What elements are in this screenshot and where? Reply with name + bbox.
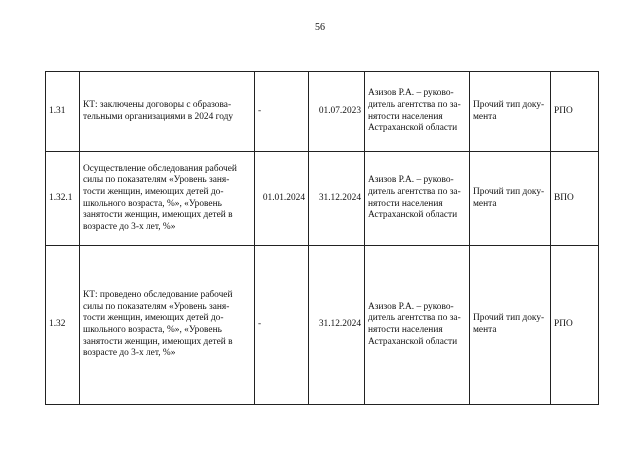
responsible-line: нятости населения xyxy=(368,325,443,335)
row-description xyxy=(80,72,255,152)
text-line: тости женщин, имеющих детей до- xyxy=(83,186,224,197)
text-line: силы по показателям «Уровень заня- xyxy=(83,175,230,186)
text-line: КТ: проведено обследование рабочей xyxy=(83,290,233,301)
table-row xyxy=(46,72,599,152)
doc-type-line: мента xyxy=(473,198,497,209)
text-line: тости женщин, имеющих детей до- xyxy=(83,313,224,324)
start-date xyxy=(255,72,309,152)
text-line: школьного возраста, %», «Уровень xyxy=(83,325,222,335)
responsible xyxy=(365,152,470,246)
control-level: ВПО xyxy=(551,152,599,246)
responsible-line: дитель агентства по за- xyxy=(368,99,461,110)
start-date xyxy=(255,152,309,246)
responsible-line: Астраханской области xyxy=(368,336,458,347)
start-date xyxy=(255,246,309,405)
end-date: 01.07.2023 xyxy=(309,72,365,152)
end-date: 31.12.2024 xyxy=(309,152,365,246)
table-row xyxy=(46,152,599,246)
document-type xyxy=(470,246,551,405)
row-number: 1.31 xyxy=(46,72,80,152)
doc-type-line: мента xyxy=(473,111,497,122)
text-line: возрасте до 3-х лет, %» xyxy=(83,221,176,232)
table-row xyxy=(46,246,599,405)
row-description xyxy=(80,152,255,246)
text-line: школьного возраста, %», «Уровень xyxy=(83,198,222,209)
text-line: Осуществление обследования рабочей xyxy=(83,163,237,174)
responsible xyxy=(365,246,470,405)
doc-type-line: мента xyxy=(473,325,497,335)
responsible-line: дитель агентства по за- xyxy=(368,186,461,197)
row-number: 1.32 xyxy=(46,246,80,405)
text-line: силы по показателям «Уровень заня- xyxy=(83,301,230,312)
responsible xyxy=(365,72,470,152)
text-line: занятости женщин, имеющих детей в xyxy=(83,210,233,221)
document-type xyxy=(470,72,551,152)
text-line: возрасте до 3-х лет, %» xyxy=(83,348,176,359)
text-line: занятости женщин, имеющих детей в xyxy=(83,336,233,347)
responsible-line: Азизов Р.А. – руково- xyxy=(368,175,454,186)
responsible-line: Азизов Р.А. – руково- xyxy=(368,88,454,99)
control-level: РПО xyxy=(551,72,599,152)
row-description xyxy=(80,246,255,405)
plan-table xyxy=(45,71,599,405)
document-type xyxy=(470,152,551,246)
responsible-line: нятости населения xyxy=(368,198,443,209)
control-level: РПО xyxy=(551,246,599,405)
text-line: КТ: заключены договоры с образова- xyxy=(83,99,232,110)
page-number: 56 xyxy=(315,22,325,33)
responsible-line: нятости населения xyxy=(368,111,443,122)
doc-type-line: Прочий тип доку- xyxy=(473,313,545,324)
start-date-value: 01.01.2024 xyxy=(262,192,305,203)
responsible-line: дитель агентства по за- xyxy=(368,313,461,324)
row-number: 1.32.1 xyxy=(46,152,80,246)
doc-type-line: Прочий тип доку- xyxy=(473,99,545,110)
end-date: 31.12.2024 xyxy=(309,246,365,405)
doc-type-line: Прочий тип доку- xyxy=(473,186,545,197)
responsible-line: Астраханской области xyxy=(368,123,458,134)
start-dash: - xyxy=(258,105,262,116)
responsible-line: Азизов Р.А. – руково- xyxy=(368,301,454,312)
start-dash: - xyxy=(258,319,262,330)
text-line: тельными организациями в 2024 году xyxy=(83,111,234,122)
responsible-line: Астраханской области xyxy=(368,210,458,221)
